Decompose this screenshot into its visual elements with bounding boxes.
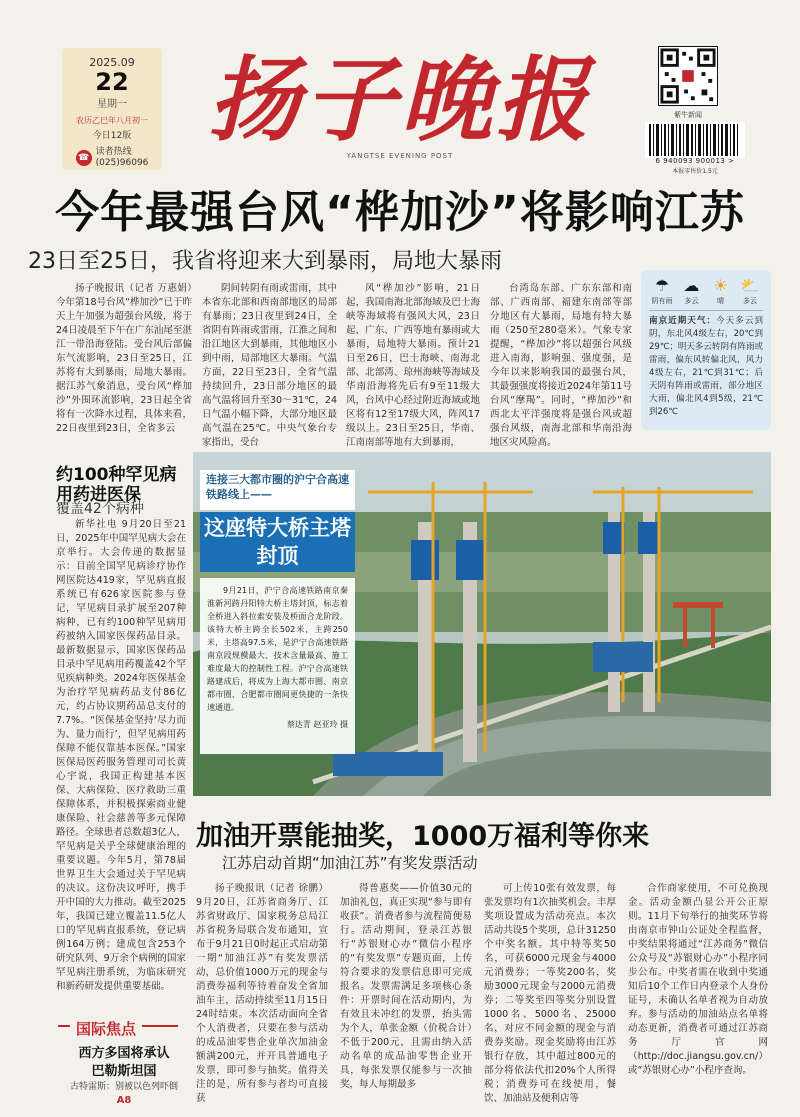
story2-title-line1: 约100种罕见病 bbox=[56, 465, 177, 485]
story1-col3: 风“桦加沙”影响，21日起，我国南海北部海域及巴士海峡等海域将有强风大风，23日起，广东、广西等地有暴雨或大暴雨，局地特大暴雨。预计21日至26日，巴士海峡、南海北部、北部湾、琼州海峡等海域及华南沿海将先后有9至11级大风，台风中心经过附近海域或地区将有12至17级大风，阵风17级以上。23日至25日，华南、江南南部等地有大到暴雨， bbox=[346, 283, 480, 448]
sun-icon: ☀ bbox=[713, 276, 728, 295]
logo-english: YANGTSE EVENING POST bbox=[346, 152, 454, 160]
date-year-month: 2025.09 bbox=[89, 56, 135, 69]
story3-col4: 合作商家使用，不可兑换现金。活动金额凸显公开公正原则。11月下旬举行的抽奖环节将由南京市钟山公证处全程监督，中奖结果将通过“江苏商务”微信公众号及“苏银财心办”小程序同步公布。中奖者需在收到中奖通知后10个工作日内登录个人身份证号，未确认名单者视为自动放弃。参与活动的加油站点名单将动态更新，消费者可通过江苏商务厅官网（http://doc.jiangsu.gov.cn/）或“苏银财心办”小程序查询。 bbox=[628, 883, 768, 1076]
price: 本报零售价1.5元 bbox=[672, 168, 718, 175]
weather-icons: ☂ 阴有雨 ☁ 多云 ☀ 晴 ⛅ 多云 bbox=[649, 276, 763, 306]
phone-icon: ☎ bbox=[76, 150, 92, 166]
barcode-number: 6 940093 900013 > bbox=[655, 157, 735, 165]
intl-page-ref[interactable]: A8 bbox=[116, 1095, 132, 1106]
intl-title-line2: 巴勒斯坦国 bbox=[91, 1064, 157, 1079]
weather-text: 南京近期天气：今天多云到阴，东北风4级左右，20℃到29℃；明天多云转阴有阵雨或雷雨，偏东风转偏北风，风力4级左右，21℃到31℃；后天阴有阵雨或雷雨，部分地区大雨，偏北风4到5级，21℃到26℃ bbox=[649, 316, 763, 417]
story1-col1: 扬子晚报讯（记者 万惠娟）今年第18号台风“桦加沙”已于昨天上午加强为超强台风级，将于24日凌晨至下午在广东汕尾至湛江一带沿海登陆。受台风后部偏东气流影响，23日至25日，江苏将有大到暴雨，局地大暴雨。据江苏气象消息，受台风“桦加沙”外围环流影响，23日起全省将有一次降水过程，具体来看，22日夜里到23日，全省多云 bbox=[56, 283, 192, 434]
weather-box bbox=[641, 270, 771, 430]
newspaper-logo bbox=[200, 40, 600, 154]
story3-col2: 得普惠奖——价值30元的加油礼包，真正实现“参与即有收获”。消费者参与流程简便易行。活动期间，登录江苏银行“苏银财心办”微信小程序的“有奖发票”专题页面，上传符合要求的发票信息即可完成报名。发票需满足多项核心条件：开票时间在活动期内，为有效且未冲红的发票，抬头需为个人，单张金额（价税合计）不低于200元，且需由纳入活动名单的成品油零售企业开具，每张发票仅能参与一次抽奖，每人每期最多 bbox=[340, 883, 472, 1090]
qr-code-icon bbox=[658, 46, 718, 106]
photo-title: 这座特大桥主塔封顶 bbox=[200, 512, 355, 572]
story3-headline: 加油开票能抽奖，1000万福利等你来 bbox=[196, 821, 650, 852]
hotline bbox=[62, 147, 162, 169]
main-headline: 今年最强台风“桦加沙”将影响江苏 bbox=[55, 187, 745, 238]
weekday: 星期一 bbox=[97, 99, 127, 110]
story3-col1: 扬子晚报讯（记者 徐鹏）9月20日，江苏省商务厅、江苏省财政厅、国家税务总局江苏省税务局联合发布通知，宣布于9月21日0时起正式启动第一期“加油江苏”有奖发票活动，总价值1000万元的现金与消费券福利等待着奋发全省加油车主，活动持续至11月15日24时结束。本次活动面向全省个人消费者，只要在参与活动的成品油零售企业单次加油金额满200元，并开具普通电子发票，即可参与抽奖。值得关注的是，所有参与者均可直接获 bbox=[196, 883, 328, 1104]
logo-text: 扬子晚报 bbox=[207, 46, 593, 154]
intl-subtitle: 古特雷斯：别被以色列吓倒 bbox=[69, 1082, 178, 1092]
qr-caption: 紫牛新闻 bbox=[674, 111, 702, 119]
weather-divider bbox=[649, 310, 763, 311]
intl-title-line1: 西方多国将承认 bbox=[78, 1046, 170, 1061]
masthead bbox=[0, 0, 800, 178]
lunar-date: 农历乙巳年八月初一 bbox=[76, 116, 148, 125]
cloud-icon: ☁ bbox=[683, 276, 700, 295]
intl-section-label: 国际焦点 bbox=[70, 1018, 142, 1039]
story2-title-line2: 用药进医保 bbox=[56, 485, 141, 505]
page-count: 今日12版 bbox=[92, 131, 132, 141]
story1-col2: 阴间转阴有雨或雷雨，其中本省东北部和西南部地区的局部有暴雨；23日夜里到24日，全省阴有阵雨或雷雨，江淮之间和沿江地区大到暴雨，其他地区小到中雨，局部地区大暴雨。气温方面，22日至23日，全省气温持续回升，23日部分地区的最高气温将回升至30～31℃，24日气温小幅下降，大部分地区最高气温在25℃。中央气象台专家指出，受台 bbox=[202, 283, 337, 448]
partly-cloudy-icon: ⛅ bbox=[740, 276, 760, 295]
hotline-label: 读者热线 bbox=[95, 147, 132, 157]
story2-body: 新华社电 9月20日至21日，2025年中国罕见病大会在京举行。大会传递的数据显示：目前全国罕见病诊疗协作网医院达419家，罕见病直报系统已有626家医院参与登记，罕见病目录扩展至207种病种，已有约100种罕见病用药被纳入国家医保药品目录。最新数据显示，国家医保药品目录中罕见病用药覆盖42个罕见疾病种类。2024年医保基金为治疗罕见病药品支付86亿元，约占协议期药品总支付的7.7%。“医保基金坚持‘尽力而为、量力而行’，但罕见病用药保障不能仅靠基本医保。”国家医保局医药服务管理司司长黄心宇说，我国正构建基本医保、大病保险、医疗救助三重保障体系，并积极探索商业健康保险、社会慈善等多元保障路径。全球患者总数超3亿人，罕见病是关乎全球健康治理的重要议题。今年5月，第78届世界卫生大会通过关于罕见病的决议。这份决议呼吁，携手开中国的大力推动。截至2025年，我国已建立覆盖11.5亿人口的罕见病直报系统，登记病例164万例；建成包含253个研究队列、9万余个病例的国家罕见病注册系统，为临床研究和新药研发提供重要基础。 bbox=[56, 519, 186, 992]
story3-subheadline: 江苏启动首期“加油江苏”有奖发票活动 bbox=[222, 854, 478, 872]
photo-credit: 蔡达青 赵亚玲 摄 bbox=[286, 720, 348, 729]
hotline-number: (025)96096 bbox=[95, 158, 149, 168]
barcode-icon bbox=[645, 122, 745, 158]
date-day: 22 bbox=[95, 68, 129, 96]
story2-subtitle: 覆盖42个病种 bbox=[56, 501, 144, 517]
photo-kicker: 连接三大都市圈的沪宁合高速铁路线上—— bbox=[200, 470, 355, 510]
main-subheadline: 23日至25日，我省将迎来大到暴雨，局地大暴雨 bbox=[28, 249, 502, 274]
rain-icon: ☂ bbox=[654, 276, 670, 295]
story3-col3: 可上传10张有效发票，每张发票均有1次抽奖机会。丰厚奖项设置成为活动亮点。本次活动共设5个奖项，总计31250个中奖名额。其中特等奖50名，可获6000元现金与4000元消费券；一等奖200名，奖励3000元现金与2000元消费券；二等奖至四等奖分别设置1000名、5000名、25000名，对应不同金额的现金与消费券奖励。现金奖励将由江苏银行存放，其中超过800元的部分将依法代扣20%个人所得税；消费券可在线使用，餐饮、加油站及便利店等 bbox=[484, 883, 616, 1104]
date-box bbox=[62, 48, 162, 170]
photo-caption: 9月21日，沪宁合高速铁路南京秦淮新河跨丹阳特大桥主塔封顶，标志着全桥进入斜拉索安装及桥面合龙阶段。该特大桥主跨全长502米，主跨250米，主塔高97.5米，是沪宁合高速铁路南京段规模最大、技术含量最高、施工难度最大的控制性工程。沪宁合高速铁路建成后，将成为上海大都市圈、南京都市圈、合肥都市圈间更快捷的一条快速通道。 蔡达青 赵亚玲 摄 bbox=[200, 578, 355, 754]
story1-col4: 台湾岛东部、广东东部和南部、广西南部、福建东南部等部分地区有大暴雨，局地有特大暴雨（250至280毫米）。气象专家提醒，“桦加沙”将以超强台风级进入南海，影响强、强度强，是今年以来影响我国的最强台风，其最强强度将接近2024年第11号台风“摩羯”。同时，“桦加沙”和西北太平洋强度将是强台风或超强台风级，南海北部和华南沿海地区灾风险高。 bbox=[490, 283, 632, 448]
